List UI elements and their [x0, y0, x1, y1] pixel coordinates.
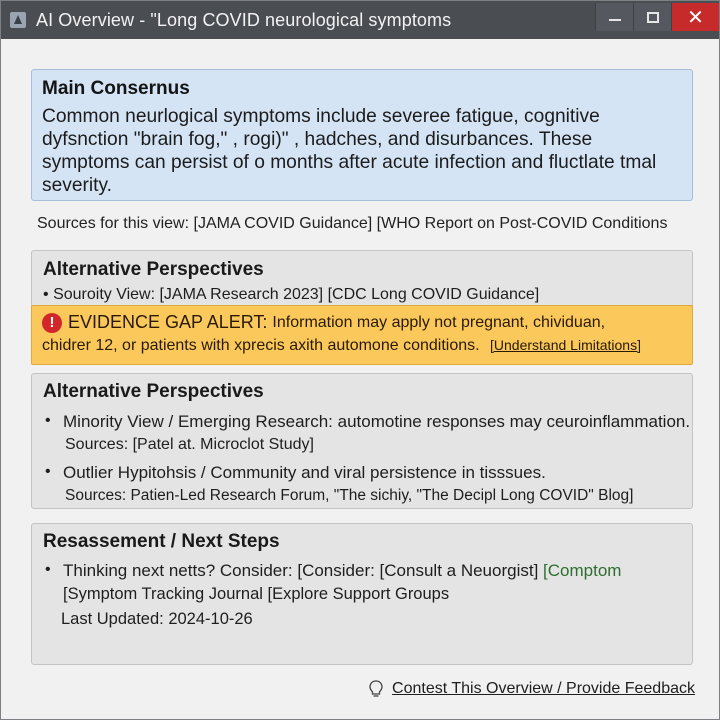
- consensus-body: Common neurlogical symptoms include severee fatigue, cognitive dyfsnction "brain fog," , rogi)" , hadches, and disurbances. These symptoms can persist of o months after acute infection and fluctlate tmal severity.: [42, 106, 657, 196]
- maximize-icon: [647, 12, 659, 23]
- outlier-hypothesis-sources[interactable]: Sources: Patien-Led Research Forum, "The sichiy, "The Decipl Long COVID" Blog]: [65, 487, 634, 504]
- consult-neurologist-link[interactable]: Thinking next netts? Consider: [Consider: [Consult a Neuorgist]: [63, 561, 539, 580]
- next-steps-line2[interactable]: [Symptom Tracking Journal [Explore Support Groups: [63, 585, 450, 603]
- list-item: [43, 286, 681, 304]
- minority-view-sources[interactable]: Sources: [Patel at. Microclot Study]: [65, 436, 314, 453]
- outlier-hypothesis-text: Outlier Hypitohsis / Community and viral persistence in tisssues.: [63, 463, 546, 482]
- main-consensus-card: [31, 69, 693, 201]
- alert-text-line2: chidrer 12, or patients with xprecis axith automone conditions.: [42, 337, 480, 354]
- bullet-icon: •: [45, 463, 51, 480]
- window-controls: [595, 1, 719, 31]
- lightbulb-icon: [366, 679, 386, 699]
- bullet-icon: •: [43, 286, 49, 303]
- next-steps-heading: Resassement / Next Steps: [43, 531, 280, 552]
- next-steps-line1: [63, 561, 621, 581]
- alert-text-line1: Information may apply not pregnant, chividuan,: [272, 313, 606, 331]
- last-updated: Last Updated: 2024-10-26: [61, 610, 253, 628]
- consensus-heading: Main Consernus: [42, 78, 190, 99]
- understand-limitations-link[interactable]: [Understand Limitations]: [490, 337, 641, 353]
- window-title: AI Overview - "Long COVID neurological symptoms: [36, 9, 452, 30]
- bullet-icon: •: [45, 412, 51, 429]
- next-steps-card: [31, 523, 693, 665]
- maximize-button[interactable]: [633, 3, 671, 31]
- feedback-row: [366, 679, 695, 699]
- title-bar[interactable]: [1, 1, 719, 39]
- alt-perspectives-heading-1: Alternative Perspectives: [43, 259, 264, 280]
- close-icon: ✕: [687, 6, 704, 29]
- app-icon: [10, 12, 26, 28]
- alternative-perspectives-card-2: [31, 373, 693, 509]
- contest-feedback-link[interactable]: Contest This Overview / Provide Feedback: [392, 680, 695, 697]
- alt-perspective-item[interactable]: Souroity View: [JAMA Research 2023] [CDC Long COVID Guidance]: [53, 286, 540, 303]
- minimize-icon: [609, 19, 621, 21]
- minimize-button[interactable]: [595, 3, 633, 31]
- evidence-gap-alert: [31, 305, 693, 365]
- symptom-link[interactable]: [Comptom: [543, 561, 622, 580]
- list-item: [43, 463, 681, 505]
- alt-perspectives-heading-2: Alternative Perspectives: [43, 381, 264, 402]
- minority-view-text: Minority View / Emerging Research: automotine responses may ceuroinflammation.: [63, 412, 691, 431]
- close-button[interactable]: [671, 3, 719, 31]
- sources-line[interactable]: Sources for this view: [JAMA COVID Guidance] [WHO Report on Post-COVID Conditions: [37, 215, 668, 232]
- overview-content: [1, 39, 719, 719]
- alert-heading: EVIDENCE GAP ALERT:: [68, 312, 268, 332]
- warning-icon: !: [42, 313, 62, 333]
- list-item: [43, 561, 681, 581]
- list-item: [43, 412, 691, 454]
- bullet-icon: •: [45, 561, 51, 578]
